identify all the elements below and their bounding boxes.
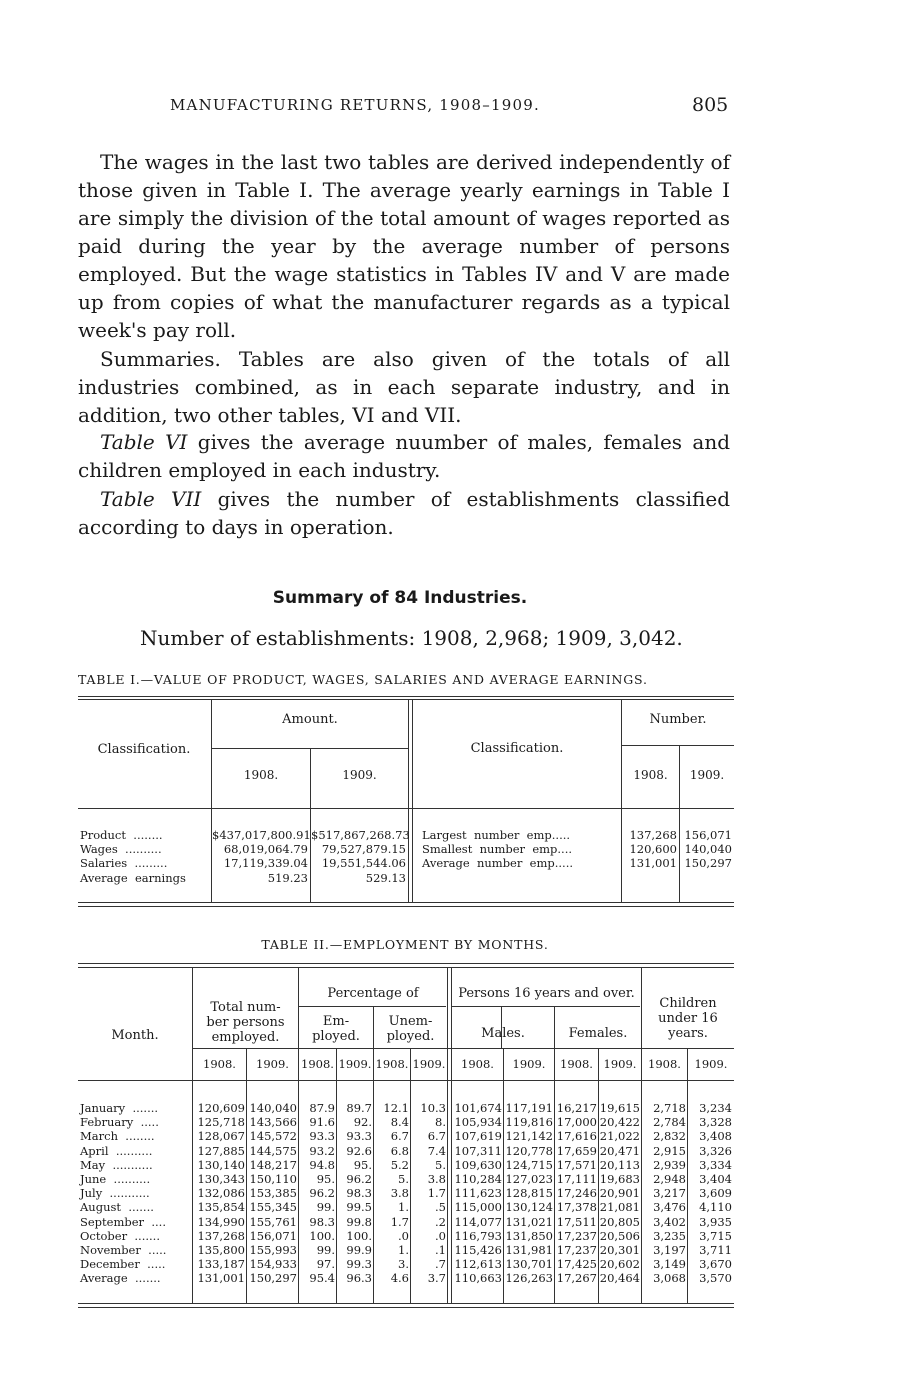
paragraph-table-vi bbox=[78, 428, 730, 484]
t1-left-1908: $437,017,800.91 68,019,064.79 17,119,339.04 519.23 bbox=[212, 828, 311, 885]
t2-y-children-1908: 1908. bbox=[648, 1057, 681, 1071]
t2-children-1909: 3,234 3,328 3,408 3,326 3,334 3,404 3,609 4,110 3,935 3,715 3,711 3,670 3,570 bbox=[699, 1101, 732, 1286]
t2-y-females-1908: 1908. bbox=[560, 1057, 593, 1071]
t2-y-females-1909: 1909. bbox=[603, 1057, 637, 1071]
paragraph-wages: The wages in the last two tables are derived independently of those given in Table I. The average yearly earnings in Table I are simply the division of the total amount of wages reported as paid during the year by the average number of persons employed. But the wage statistics in Tables IV and V are made up from copies of what the manufacturer regards as a typical week's pay roll. bbox=[78, 150, 730, 342]
t2-y-emp-1908: 1908. bbox=[301, 1057, 334, 1071]
table-vii-label: Table VII bbox=[100, 487, 202, 511]
t1-left-labels: Product ........ Wages .......... Salaries ......... Average earnings bbox=[80, 828, 186, 885]
t2-females-1909: 19,615 20,422 21,022 20,471 20,113 19,683 20,901 21,081 20,805 20,506 20,301 20,602 20,464 bbox=[599, 1101, 640, 1286]
t2-head-unemployed: Unem- ployed. bbox=[386, 1014, 435, 1044]
t2-y-children-1909: 1909. bbox=[694, 1057, 728, 1071]
t2-emp-1908: 87.9 91.6 93.3 93.2 94.8 95. 96.2 99. 98.3 100. 99. 97. 95.4 bbox=[309, 1101, 335, 1286]
t1-left-1909: $517,867,268.73 79,527,879.15 19,551,544.06 529.13 bbox=[311, 828, 410, 885]
t2-total-1908: 120,609 125,718 128,067 127,885 130,140 130,343 132,086 135,854 134,990 137,268 135,800 133,187 131,001 bbox=[197, 1101, 245, 1286]
t1-right-1908: 137,268 120,600 131,001 bbox=[629, 828, 677, 871]
t2-total-1909: 140,040 143,566 145,572 144,575 148,217 150,110 153,385 155,345 155,761 156,071 155,993 154,933 150,297 bbox=[249, 1101, 297, 1286]
t1-right-1909: 156,071 140,040 150,297 bbox=[684, 828, 732, 871]
table-vii-text: gives the number of establishments classified according to days in operation. bbox=[78, 487, 730, 539]
t2-males-1909: 117,191 119,816 121,142 120,778 124,715 127,023 128,815 130,124 131,021 131,850 131,981 130,701 126,263 bbox=[505, 1101, 553, 1286]
t1-head-classification-right: Classification. bbox=[470, 741, 564, 756]
summary-title: Summary of 84 Industries. bbox=[272, 588, 528, 608]
t2-unemp-1908: 12.1 8.4 6.7 6.8 5.2 5. 3.8 1. 1.7 .0 1. 3. 4.6 bbox=[383, 1101, 409, 1286]
t2-head-month: Month. bbox=[111, 1028, 159, 1043]
t1-head-1908: 1908. bbox=[243, 768, 279, 782]
t1-right-labels: Largest number emp..... Smallest number emp.... Average number emp..... bbox=[422, 828, 574, 871]
t2-y-total-1908: 1908. bbox=[203, 1057, 236, 1071]
t2-females-1908: 16,217 17,000 17,616 17,659 17,571 17,111 17,246 17,378 17,511 17,237 17,237 17,425 17,267 bbox=[556, 1101, 597, 1286]
t2-head-total: Total num- ber persons employed. bbox=[206, 1000, 285, 1045]
t1-head-number: Number. bbox=[649, 712, 707, 727]
t2-head-children: Children under 16 years. bbox=[658, 996, 718, 1041]
t2-unemp-1909: 10.3 8. 6.7 7.4 5. 3.8 1.7 .5 .2 .0 .1 .7 3.7 bbox=[420, 1101, 446, 1286]
page-number: 805 bbox=[692, 94, 729, 116]
t2-children-1908: 2,718 2,784 2,832 2,915 2,939 2,948 3,217 3,476 3,402 3,235 3,197 3,149 3,068 bbox=[653, 1101, 686, 1286]
paragraph-summaries: Summaries. Tables are also given of the totals of all industries combined, as in each separate industry, and in addition, two other tables, VI and VII. bbox=[78, 347, 730, 427]
running-title: MANUFACTURING RETURNS, 1908–1909. bbox=[170, 96, 540, 114]
t2-y-unemp-1908: 1908. bbox=[375, 1057, 409, 1071]
t1-head-1909: 1909. bbox=[342, 768, 377, 782]
t2-y-males-1909: 1909. bbox=[512, 1057, 546, 1071]
table1-caption: TABLE I.—VALUE OF PRODUCT, WAGES, SALARIES AND AVERAGE EARNINGS. bbox=[78, 672, 648, 687]
t1-head-classification: Classification. bbox=[97, 742, 191, 757]
t2-emp-1909: 89.7 92. 93.3 92.6 95. 96.2 98.3 99.5 99.8 100. 99.9 99.3 96.3 bbox=[346, 1101, 372, 1286]
t1-head-amount: Amount. bbox=[282, 712, 338, 727]
t2-males-1908: 101,674 105,934 107,619 107,311 109,630 110,284 111,623 115,000 114,077 116,793 115,426 112,613 110,663 bbox=[454, 1101, 502, 1286]
paragraph-table-vii bbox=[78, 485, 730, 541]
t2-head-persons16: Persons 16 years and over. bbox=[458, 986, 635, 1001]
t2-y-males-1908: 1908. bbox=[461, 1057, 494, 1071]
table-vi-label: Table VI bbox=[100, 430, 188, 454]
t2-y-total-1909: 1909. bbox=[256, 1057, 289, 1071]
t2-head-percentage: Percentage of bbox=[327, 986, 419, 1001]
table2-caption: TABLE II.—EMPLOYMENT BY MONTHS. bbox=[261, 937, 549, 952]
t2-head-employed: Em- ployed. bbox=[312, 1014, 360, 1044]
t2-y-unemp-1909: 1909. bbox=[412, 1057, 446, 1071]
t2-head-males: Males. bbox=[481, 1026, 525, 1041]
t1-head-number-1909: 1909. bbox=[689, 768, 725, 782]
establishments-line: Number of establishments: 1908, 2,968; 1909, 3,042. bbox=[140, 626, 683, 650]
t1-head-number-1908: 1908. bbox=[633, 768, 668, 782]
t2-head-females: Females. bbox=[568, 1026, 628, 1041]
t2-y-emp-1909: 1909. bbox=[338, 1057, 372, 1071]
table-vi-text: gives the average nuumber of males, females and children employed in each industry. bbox=[78, 430, 730, 482]
t2-months: January ....... February ..... March ........ April .......... May ........... June .......... July ........... August ....... September .... October ....... November ..... December ..... Average ....... bbox=[80, 1101, 167, 1286]
